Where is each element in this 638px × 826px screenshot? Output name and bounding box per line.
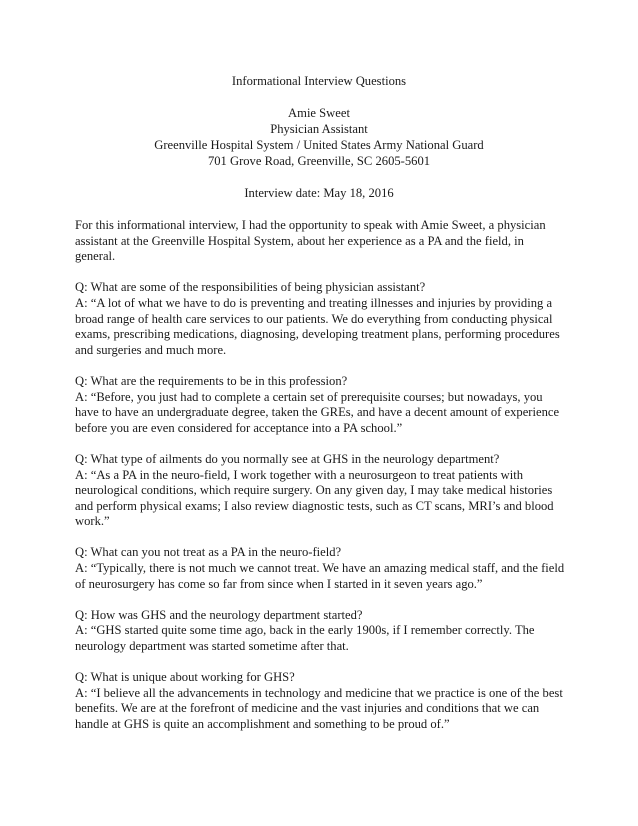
intro-paragraph: For this informational interview, I had the opportunity to speak with Amie Sweet, a physician assistant at the Greenville Hospital System, about her experience as a PA and the field, in general. [75, 218, 546, 264]
question-text: Q: How was GHS and the neurology department started? [75, 607, 363, 622]
answer-text: A: “A lot of what we have to do is preventing and treating illnesses and injuries by providing a broad range of health care services to our patients. We do everything from conducting physical exams, prescribing medications, diagnosing, developing treatment plans, performing procedures and surgeries and much more. [75, 295, 560, 357]
qa-block [75, 608, 565, 655]
answer-text: A: “Before, you just had to complete a certain set of prerequisite courses; but nowadays, you have to have an undergraduate degree, taken the GREs, and have a decent amount of experience before you are even considered for acceptance into a PA school.” [75, 389, 560, 435]
qa-block [75, 280, 565, 358]
document-header [0, 73, 638, 201]
question-text: Q: What are some of the responsibilities of being physician assistant? [75, 280, 426, 295]
header-spacer [0, 169, 638, 185]
answer-text: A: “Typically, there is not much we cannot treat. We have an amazing medical staff, and the field of neurosurgery has come so far from since when I started in it seven years ago.” [75, 561, 565, 591]
document-title: Informational Interview Questions [231, 74, 407, 88]
question-text: Q: What are the requirements to be in this profession? [75, 373, 348, 388]
qa-block [75, 545, 565, 592]
organization-address: 701 Grove Road, Greenville, SC 2605-5601 [207, 154, 431, 168]
document-body [75, 218, 565, 748]
qa-block [75, 452, 565, 530]
header-spacer [0, 89, 638, 105]
interview-date: Interview date: May 18, 2016 [244, 186, 394, 200]
question-text: Q: What can you not treat as a PA in the neuro-field? [75, 545, 342, 560]
question-text: Q: What is unique about working for GHS? [75, 670, 295, 685]
interviewee-name: Amie Sweet [288, 106, 350, 120]
qa-block [75, 670, 565, 732]
qa-block [75, 374, 565, 436]
answer-text: A: “As a PA in the neuro-field, I work together with a neurosurgeon to treat patients with neurological conditions, which require surgery. On any given day, I may take medical histories and perform physical exams; I also review diagnostic tests, such as CT scans, MRI’s and blood work.” [75, 467, 554, 529]
answer-text: A: “GHS started quite some time ago, back in the early 1900s, if I remember correctly. The neurology department was started sometime after that. [75, 623, 535, 654]
question-text: Q: What type of ailments do you normally see at GHS in the neurology department? [75, 451, 500, 466]
interviewee-role: Physician Assistant [270, 122, 368, 136]
interviewee-organization: Greenville Hospital System / United States Army National Guard [154, 138, 484, 152]
answer-text: A: “I believe all the advancements in technology and medicine that we practice is one of the best benefits. We are at the forefront of medicine and the vast injuries and conditions that we can handle at GHS is quite an accomplishment and something to be proud of.” [75, 685, 563, 731]
